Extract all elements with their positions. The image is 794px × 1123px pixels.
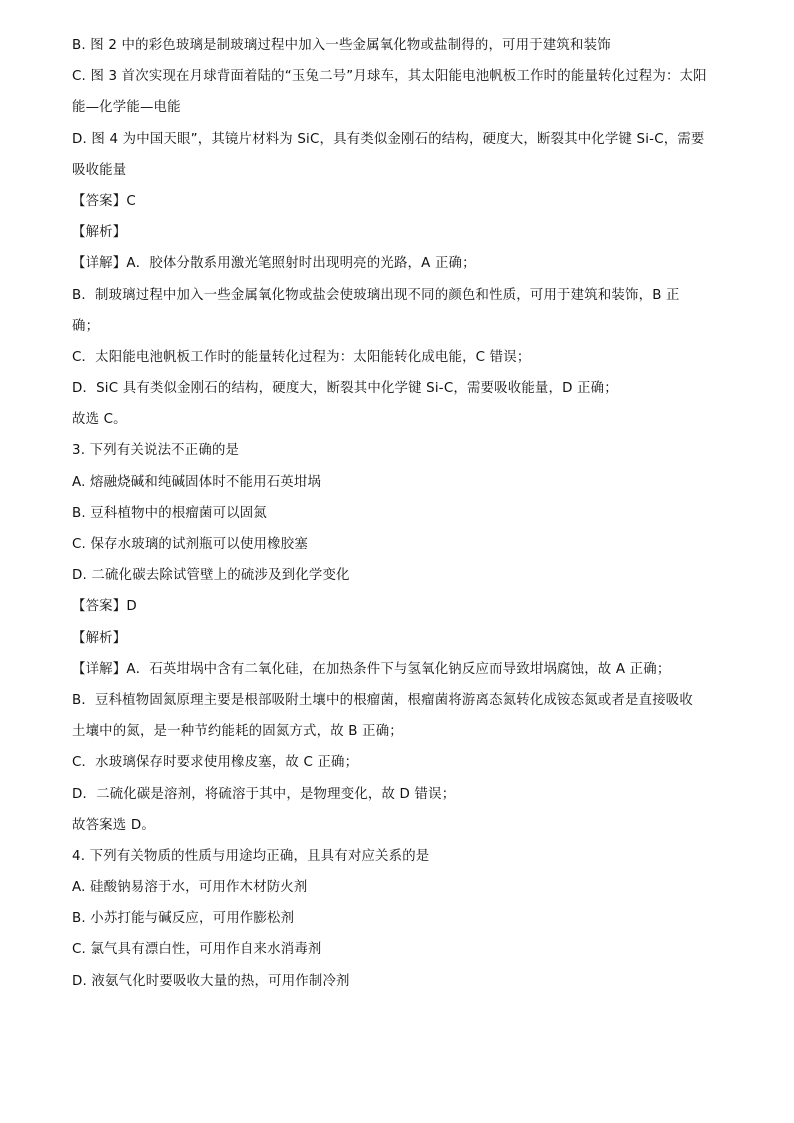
text-line: 【详解】A．胶体分散系用激光笔照射时出现明亮的光路，A 正确； xyxy=(72,256,476,272)
text-line: D. 图 4 为中国天眼”，其镜片材料为 SiC，具有类似金刚石的结构，硬度大，断裂其中化学键 Si-C，需要 xyxy=(72,131,705,147)
text-line: D．SiC 具有类似金刚石的结构，硬度大，断裂其中化学键 Si-C，需要吸收能量，D 正确； xyxy=(72,381,618,397)
text-line: 故答案选 D。 xyxy=(72,817,155,833)
option-b: B. 豆科植物中的根瘤菌可以固氮 xyxy=(72,505,267,521)
text-line: 土壤中的氮，是一种节约能耗的固氮方式，故 B 正确； xyxy=(72,724,403,740)
option-c: C. 氯气具有漂白性，可用作自来水消毒剂 xyxy=(72,942,322,958)
text-line: 吸收能量 xyxy=(72,162,127,178)
option-d: D. 二硫化碳去除试管壁上的硫涉及到化学变化 xyxy=(72,568,350,584)
option-b: B. 小苏打能与碱反应，可用作膨松剂 xyxy=(72,911,295,927)
answer-label: 【答案】D xyxy=(72,599,137,615)
text-line: 能—化学能—电能 xyxy=(72,100,181,116)
option-a: A. 熔融烧碱和纯碱固体时不能用石英坩埚 xyxy=(72,474,322,490)
option-c: C. 保存水玻璃的试剂瓶可以使用橡胶塞 xyxy=(72,537,308,552)
text-line: C．水玻璃保存时要求使用橡皮塞，故 C 正确； xyxy=(72,755,359,771)
text-line: 【详解】A．石英坩埚中含有二氧化硅，在加热条件下与氢氧化钠反应而导致坩埚腐蚀，故 A 正确； xyxy=(72,661,671,677)
text-line: B．豆科植物固氮原理主要是根部吸附土壤中的根瘤菌，根瘤菌将游离态氮转化成铵态氮或者是直接吸收 xyxy=(72,692,693,708)
text-line: B．制玻璃过程中加入一些金属氧化物或盐会使玻璃出现不同的颜色和性质，可用于建筑和装饰，B 正 xyxy=(72,287,680,303)
text-line: 确； xyxy=(72,318,100,334)
option-d: D. 液氨气化时要吸收大量的热，可用作制冷剂 xyxy=(72,973,350,989)
analysis-label: 【解析】 xyxy=(72,225,127,241)
text-line: C. 图 3 首次实现在月球背面着陆的“玉兔二号”月球车，其太阳能电池帆板工作时的能量转化过程为：太阳 xyxy=(72,69,707,85)
answer-label: 【答案】C xyxy=(72,193,136,209)
text-line: 故选 C。 xyxy=(72,412,127,428)
question-title: 3. 下列有关说法不正确的是 xyxy=(72,443,240,459)
option-a: A. 硅酸钠易溶于水，可用作木材防火剂 xyxy=(72,880,308,896)
document-page xyxy=(72,36,732,1003)
text-line: D．二硫化碳是溶剂，将硫溶于其中，是物理变化，故 D 错误； xyxy=(72,786,456,802)
analysis-label: 【解析】 xyxy=(72,630,127,646)
text-line: C．太阳能电池帆板工作时的能量转化过程为：太阳能转化成电能，C 错误； xyxy=(72,349,531,365)
question-title: 4. 下列有关物质的性质与用途均正确，且具有对应关系的是 xyxy=(72,848,430,864)
text-line: B. 图 2 中的彩色玻璃是制玻璃过程中加入一些金属氧化物或盐制得的，可用于建筑和装饰 xyxy=(72,38,611,53)
